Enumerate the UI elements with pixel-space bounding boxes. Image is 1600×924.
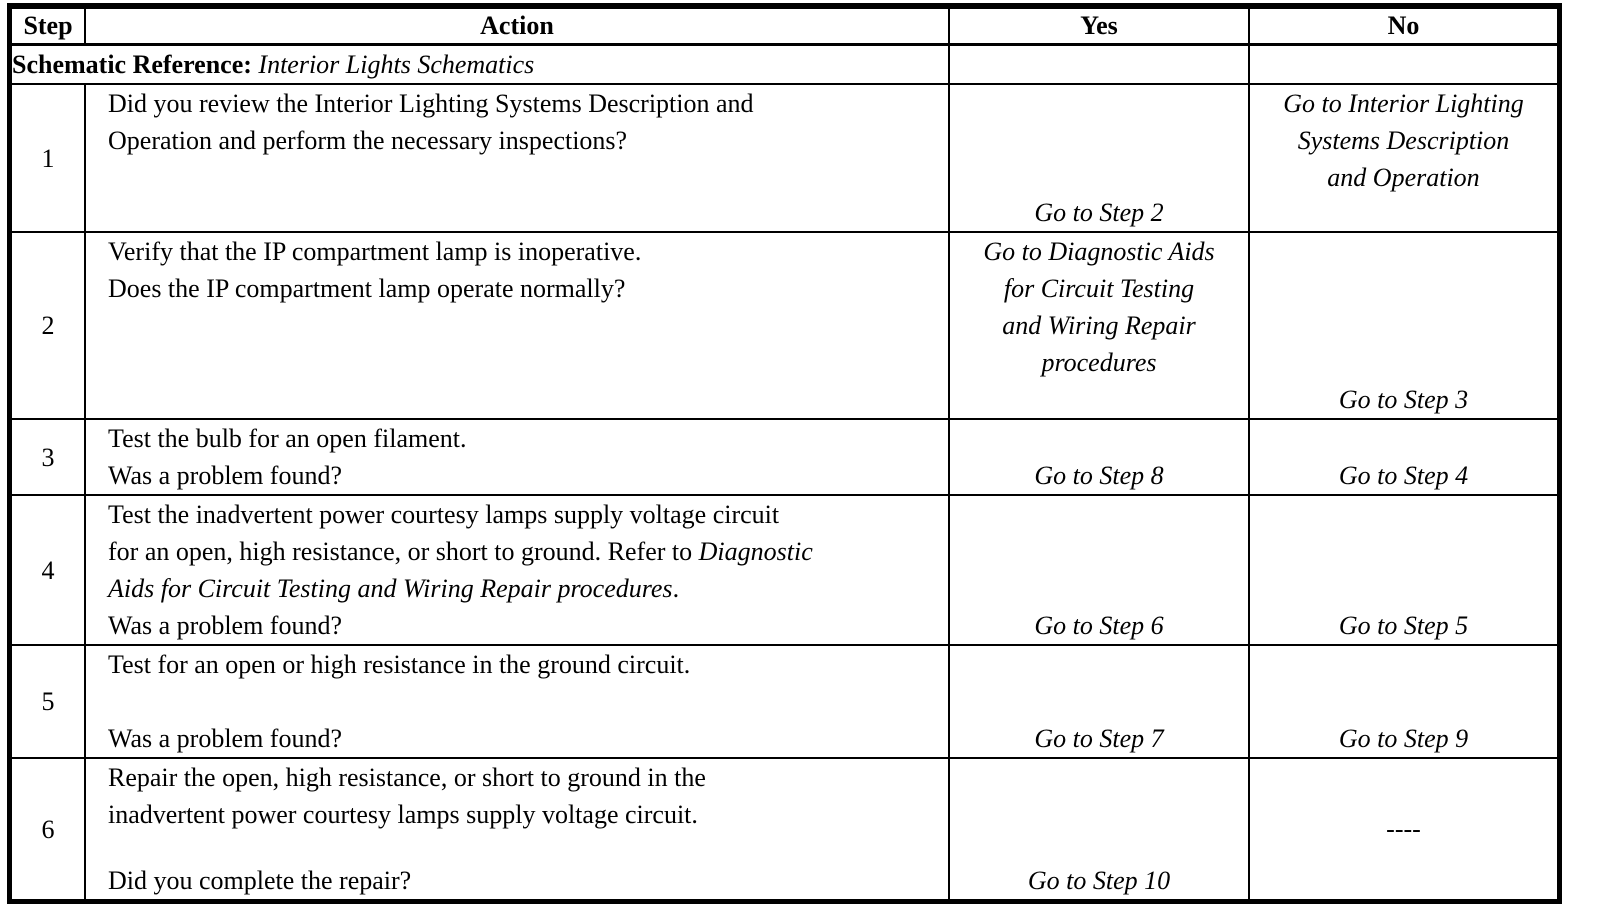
table-row xyxy=(11,645,1558,758)
action-cell xyxy=(85,84,949,232)
no-link[interactable]: and Operation xyxy=(1327,163,1480,192)
action-text: Was a problem found? xyxy=(108,724,342,753)
yes-cell xyxy=(949,758,1249,900)
schematic-reference-link[interactable]: Interior Lights Schematics xyxy=(258,50,535,79)
reference-yes-empty xyxy=(949,45,1249,85)
no-cell xyxy=(1249,495,1558,645)
yes-cell xyxy=(949,84,1249,232)
reference-no-empty xyxy=(1249,45,1558,85)
no-cell xyxy=(1249,645,1558,758)
yes-cell xyxy=(949,419,1249,495)
no-link[interactable]: Go to Step 9 xyxy=(1338,724,1469,753)
yes-cell xyxy=(949,495,1249,645)
action-cell xyxy=(85,419,949,495)
action-text: for an open, high resistance, or short to ground. Refer to xyxy=(108,537,699,566)
action-text: Repair the open, high resistance, or short to ground in the xyxy=(108,763,706,792)
yes-link[interactable]: and Wiring Repair xyxy=(1002,311,1196,340)
schematic-reference xyxy=(11,45,949,85)
header-yes: Yes xyxy=(949,8,1249,45)
no-link[interactable]: Go to Step 3 xyxy=(1338,385,1469,414)
no-cell xyxy=(1249,232,1558,419)
action-cell xyxy=(85,758,949,900)
step-number: 2 xyxy=(11,232,85,419)
action-text: Test the bulb for an open filament. xyxy=(108,424,467,453)
yes-link[interactable]: for Circuit Testing xyxy=(1003,274,1195,303)
yes-cell xyxy=(949,232,1249,419)
yes-link[interactable]: Go to Step 8 xyxy=(1034,461,1164,490)
yes-link[interactable]: Go to Diagnostic Aids xyxy=(983,237,1215,266)
action-text-line-2 xyxy=(108,533,942,570)
header-row xyxy=(11,8,1558,45)
action-cell xyxy=(85,495,949,645)
table-row xyxy=(11,232,1558,419)
diagnostic-table xyxy=(10,6,1559,901)
yes-link[interactable]: Go to Step 7 xyxy=(1034,724,1164,753)
no-cell xyxy=(1249,758,1558,900)
no-link[interactable]: Go to Step 4 xyxy=(1338,461,1469,490)
action-text: Did you review the Interior Lighting Systems Description and xyxy=(108,89,754,118)
no-link[interactable]: Go to Step 5 xyxy=(1338,611,1469,640)
action-text: Test the inadvertent power courtesy lamps supply voltage circuit xyxy=(108,500,780,529)
schematic-reference-label: Schematic Reference: xyxy=(12,50,252,79)
yes-link[interactable]: Go to Step 10 xyxy=(1027,866,1171,895)
table-row xyxy=(11,495,1558,645)
action-text: . xyxy=(672,574,680,603)
yes-link[interactable]: Go to Step 6 xyxy=(1034,611,1164,640)
action-text-line-3 xyxy=(108,570,942,607)
action-text: Was a problem found? xyxy=(108,611,342,640)
action-text: Was a problem found? xyxy=(108,461,342,490)
step-number: 3 xyxy=(11,419,85,495)
action-text: Did you complete the repair? xyxy=(108,866,412,895)
yes-link[interactable]: procedures xyxy=(1041,348,1157,377)
step-number: 6 xyxy=(11,758,85,900)
diagnostic-aids-link[interactable]: Aids for Circuit Testing and Wiring Repair procedures xyxy=(108,574,673,603)
step-number: 5 xyxy=(11,645,85,758)
action-text: inadvertent power courtesy lamps supply voltage circuit. xyxy=(108,800,698,829)
step-number: 4 xyxy=(11,495,85,645)
diagnostic-aids-link[interactable]: Diagnostic xyxy=(698,537,813,566)
no-cell xyxy=(1249,419,1558,495)
yes-cell xyxy=(949,645,1249,758)
schematic-reference-row xyxy=(11,45,1558,85)
action-text: Operation and perform the necessary inspections? xyxy=(108,126,628,155)
table-row xyxy=(11,419,1558,495)
table-row xyxy=(11,758,1558,900)
header-action: Action xyxy=(85,8,949,45)
no-link[interactable]: Systems Description xyxy=(1297,126,1510,155)
yes-link[interactable]: Go to Step 2 xyxy=(1034,198,1164,227)
action-cell xyxy=(85,645,949,758)
no-cell xyxy=(1249,84,1558,232)
header-step: Step xyxy=(11,8,85,45)
table-row xyxy=(11,84,1558,232)
action-cell xyxy=(85,232,949,419)
step-number: 1 xyxy=(11,84,85,232)
header-no: No xyxy=(1249,8,1558,45)
action-text: Verify that the IP compartment lamp is inoperative. xyxy=(108,237,642,266)
action-text: Does the IP compartment lamp operate normally? xyxy=(108,274,626,303)
no-link[interactable]: Go to Interior Lighting xyxy=(1283,89,1524,118)
action-text: Test for an open or high resistance in the ground circuit. xyxy=(108,650,691,679)
no-dashes: ---- xyxy=(1386,814,1421,844)
